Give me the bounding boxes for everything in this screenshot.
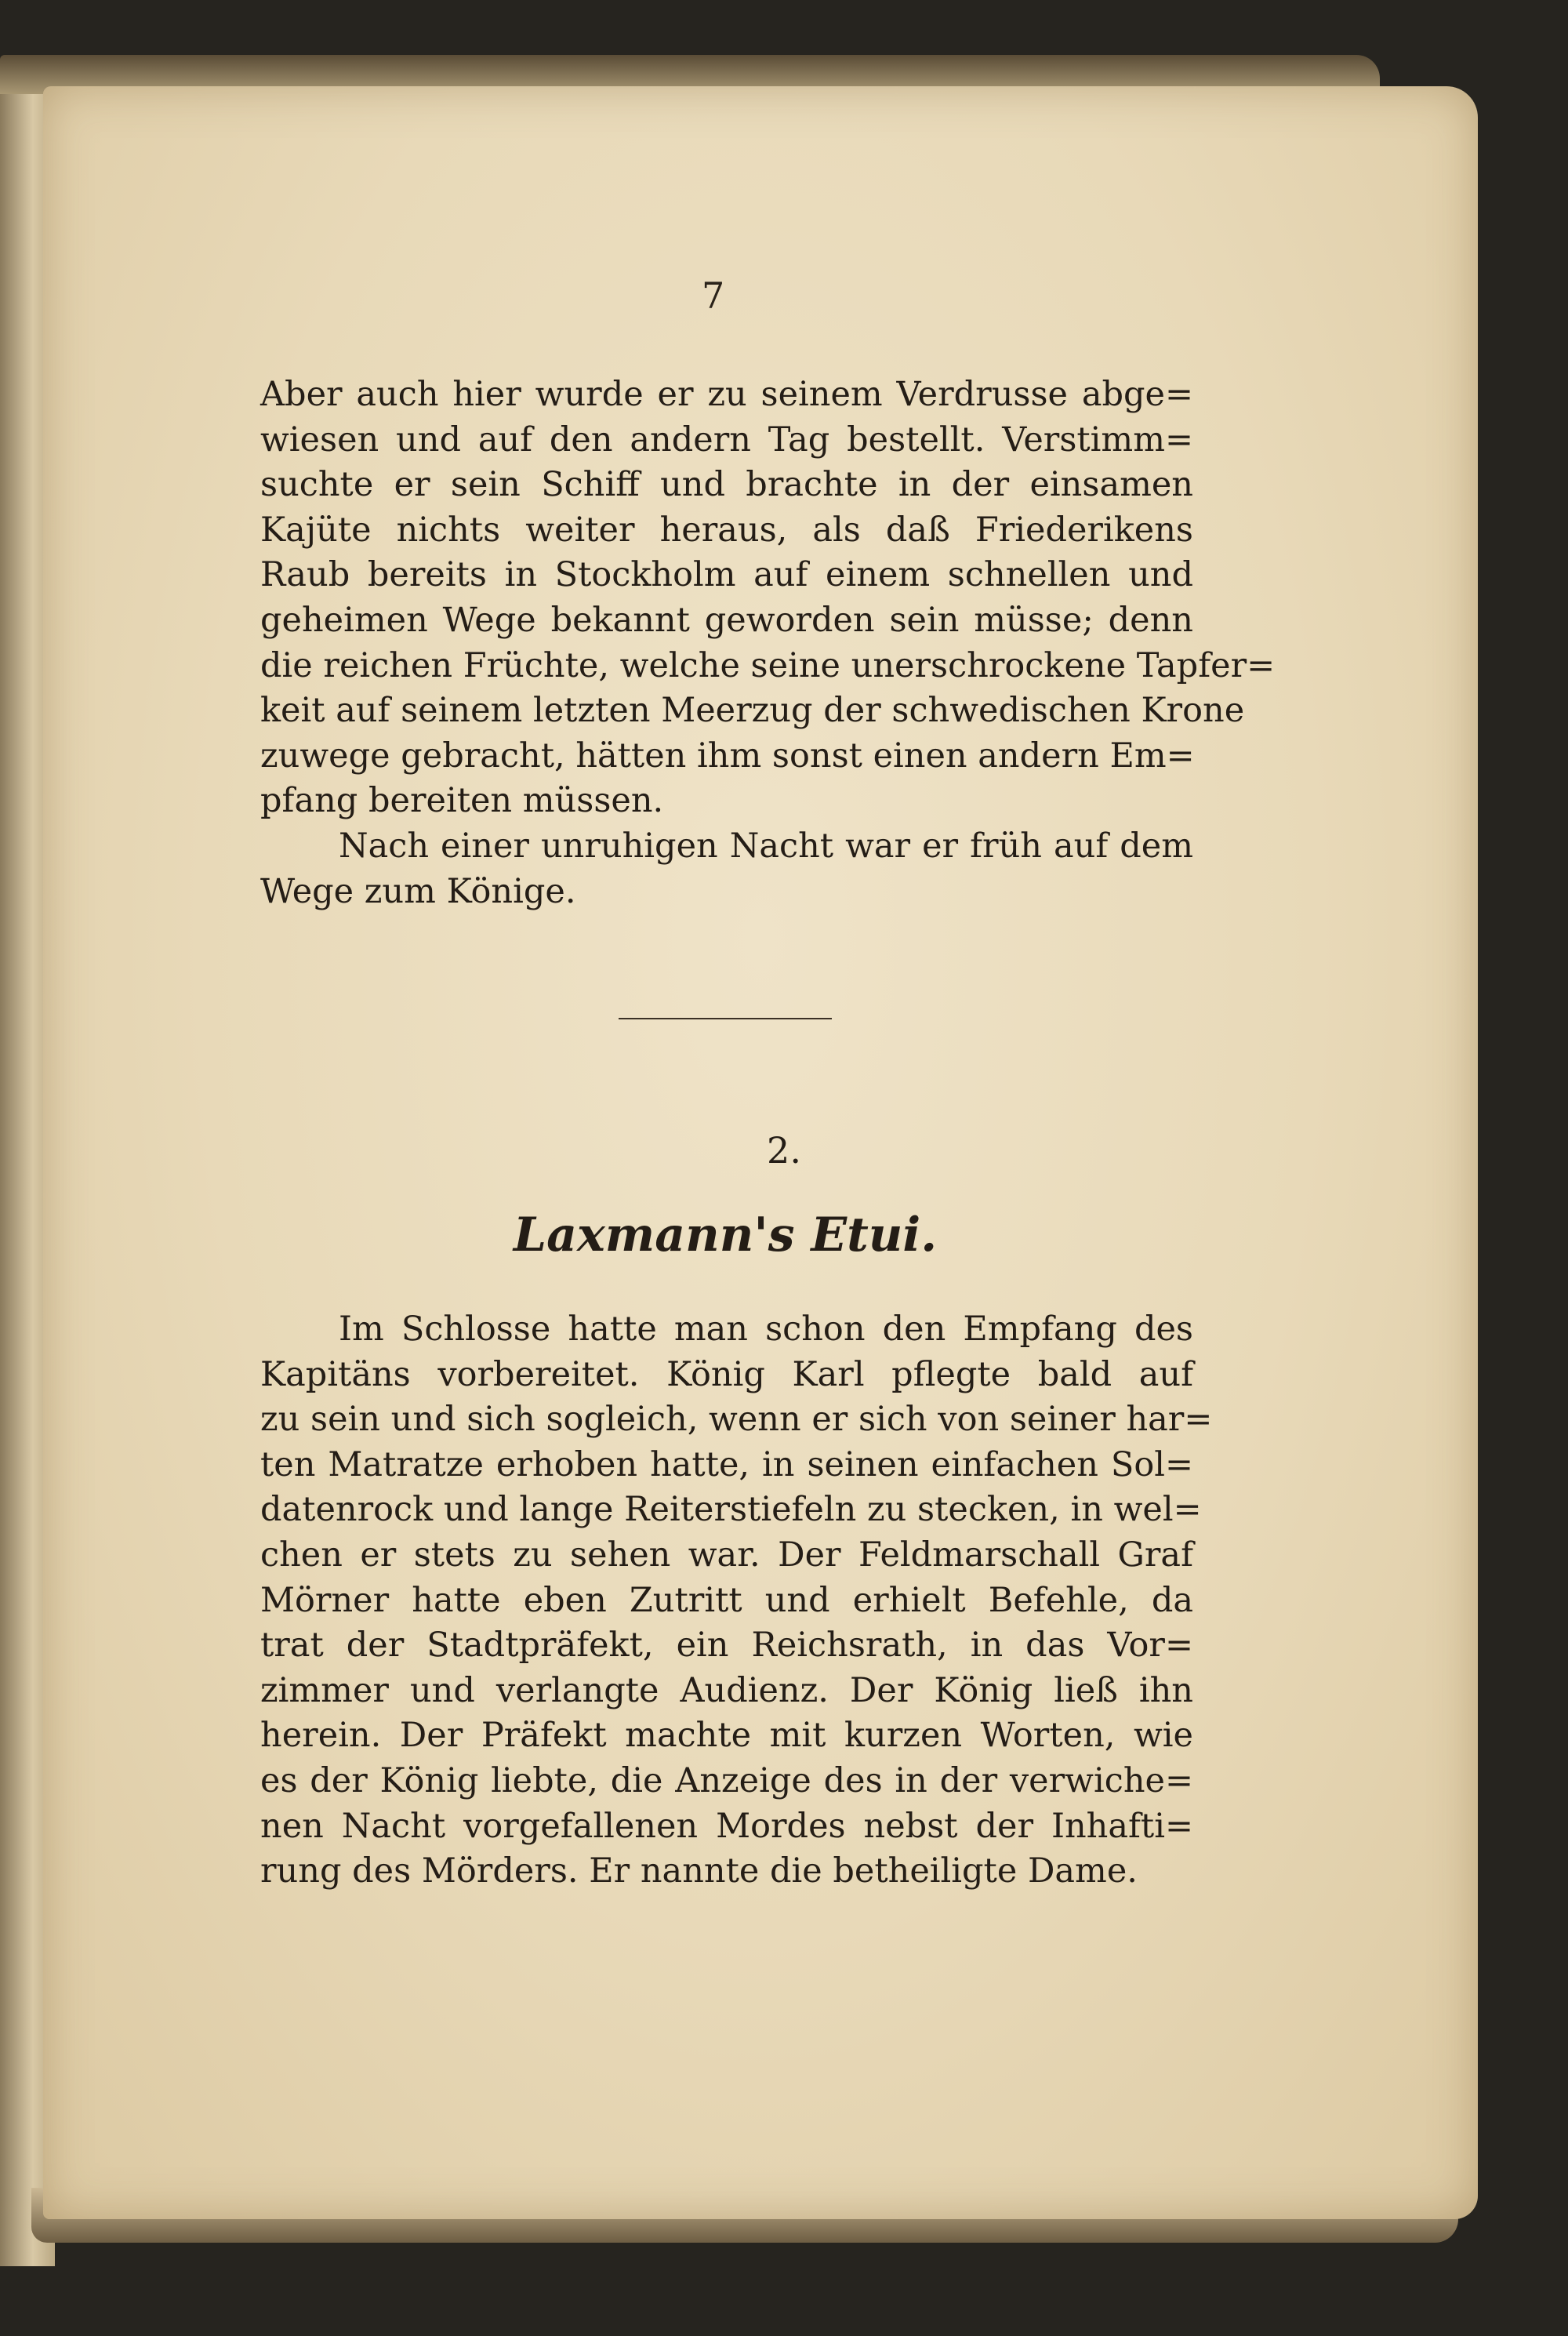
text-line: zimmer und verlangte Audienz. Der König ließ ihn xyxy=(260,1670,1193,1710)
text-line: Raub bereits in Stockholm auf einem schnellen und xyxy=(260,555,1193,595)
text-line: rung des Mörders. Er nannte die betheiligte Dame. xyxy=(260,1851,1138,1891)
text-line: geheimen Wege bekannt geworden sein müsse; denn xyxy=(260,601,1193,640)
text-line: zu sein und sich sogleich, wenn er sich von seiner har= xyxy=(260,1400,1213,1440)
section-divider xyxy=(619,1018,832,1019)
text-line: Kapitäns vorbereitet. König Karl pflegte bald auf xyxy=(260,1354,1193,1394)
text-line: Kajüte nichts weiter heraus, als daß Friederikens xyxy=(260,510,1193,550)
text-line: Nach einer unruhigen Nacht war er früh auf dem xyxy=(339,827,1193,866)
text-line: es der König liebte, die Anzeige des in der verwiche= xyxy=(260,1761,1193,1800)
text-line: chen er stets zu sehen war. Der Feldmarschall Graf xyxy=(260,1535,1193,1575)
text-line: ten Matratze erhoben hatte, in seinen einfachen Sol= xyxy=(260,1444,1193,1484)
text-line: Im Schlosse hatte man schon den Empfang des xyxy=(339,1310,1193,1349)
section-title: Laxmann's Etui. xyxy=(513,1208,938,1262)
text-line: Wege zum Könige. xyxy=(260,871,576,911)
page-number: 7 xyxy=(702,274,725,317)
text-line: wiesen und auf den andern Tag bestellt. Verstimm= xyxy=(260,420,1193,460)
text-line: Aber auch hier wurde er zu seinem Verdrusse abge= xyxy=(260,375,1193,414)
text-line: Mörner hatte eben Zutritt und erhielt Befehle, da xyxy=(260,1580,1193,1620)
text-line: zuwege gebracht, hätten ihm sonst einen andern Em= xyxy=(260,736,1195,776)
text-line: suchte er sein Schiff und brachte in der einsamen xyxy=(260,465,1193,505)
text-line: herein. Der Präfekt machte mit kurzen Worten, wie xyxy=(260,1716,1193,1756)
section-number: 2. xyxy=(767,1129,801,1172)
text-line: keit auf seinem letzten Meerzug der schwedischen Krone xyxy=(260,691,1245,731)
text-line: die reichen Früchte, welche seine unerschrockene Tapfer= xyxy=(260,645,1276,685)
text-line: nen Nacht vorgefallenen Mordes nebst der Inhafti= xyxy=(260,1806,1193,1846)
text-line: trat der Stadtpräfekt, ein Reichsrath, in das Vor= xyxy=(260,1626,1193,1666)
text-line: datenrock und lange Reiterstiefeln zu stecken, in wel= xyxy=(260,1490,1202,1530)
text-line: pfang bereiten müssen. xyxy=(260,781,664,821)
